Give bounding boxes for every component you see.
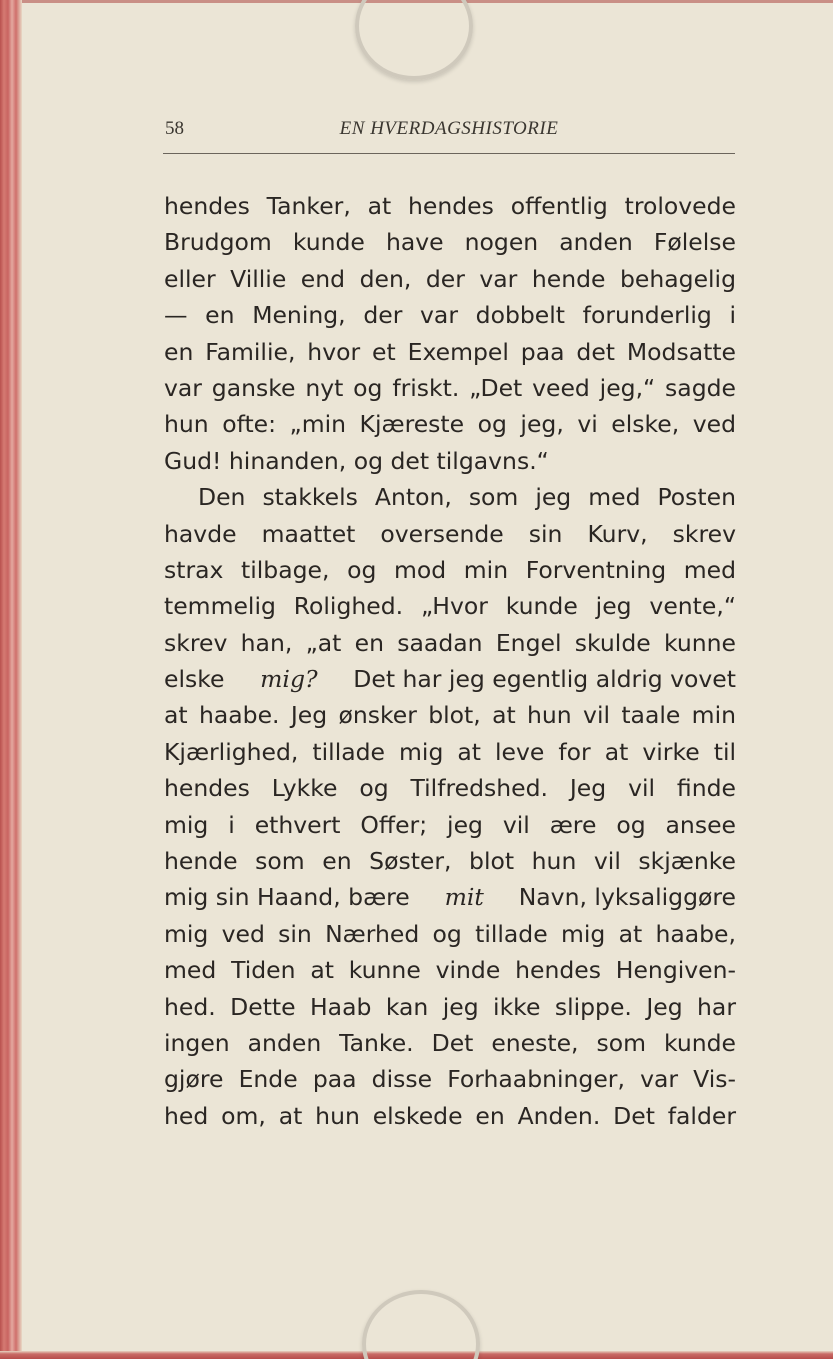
text-line: temmelig Rolighed. „Hvor kunde jeg vente,“ (164, 592, 736, 621)
top-page-clip (355, 0, 473, 80)
text-line: eller Villie end den, der var hende behagelig (164, 264, 736, 293)
text-line: mig ved sin Nærhed og tillade mig at haabe, (164, 919, 736, 948)
text-line: hed. Dette Haab kan jeg ikke slippe. Jeg har (164, 992, 736, 1021)
text-line: en Familie, hvor et Exempel paa det Modsatte (164, 337, 736, 366)
text-segment: Navn, lyksaliggøre (518, 883, 736, 912)
text-line: strax tilbage, og mod min Forventning med (164, 555, 736, 584)
text-segment: elske (164, 665, 225, 694)
text-line: havde maattet oversende sin Kurv, skrev (164, 519, 736, 548)
text-line: skrev han, „at en saadan Engel skulde kunne (164, 628, 736, 657)
page-number: 58 (165, 118, 184, 139)
text-line: Gud! hinanden, og det tilgavns.“ (164, 446, 549, 475)
text-line: hendes Tanker, at hendes offentlig trolovede (164, 192, 736, 220)
text-line: Brudgom kunde have nogen anden Følelse (164, 228, 736, 257)
running-title: EN HVERDAGSHISTORIE (339, 118, 559, 139)
text-line: hun ofte: „min Kjæreste og jeg, vi elske, ved (164, 410, 736, 439)
text-line (164, 879, 736, 915)
italic-word: mig? (260, 665, 318, 694)
text-line: gjøre Ende paa disse Forhaabninger, var Vis- (164, 1065, 736, 1094)
text-line: hendes Lykke og Tilfredshed. Jeg vil finde (164, 774, 736, 803)
text-line: hed om, at hun elskede en Anden. Det falder (164, 1101, 736, 1130)
italic-word: mit (444, 883, 484, 912)
text-line: — en Mening, der var dobbelt forunderlig i (164, 301, 736, 330)
text-line: var ganske nyt og friskt. „Det veed jeg,“ sagde (164, 373, 736, 402)
body-text (164, 188, 736, 1134)
text-segment: Det har jeg egentlig aldrig vovet (353, 665, 736, 694)
text-line: med Tiden at kunne vinde hendes Hengiven- (164, 956, 736, 985)
text-segment: mig sin Haand, bære (164, 883, 410, 912)
text-line: mig i ethvert Offer; jeg vil ære og ansee (164, 810, 736, 839)
page-header (163, 118, 735, 148)
bottom-page-clip (362, 1290, 480, 1359)
text-line: Den stakkels Anton, som jeg med Posten (198, 483, 736, 512)
page-left-edge (0, 0, 22, 1359)
text-line: at haabe. Jeg ønsker blot, at hun vil taale min (164, 701, 736, 730)
text-line: ingen anden Tanke. Det eneste, som kunde (164, 1028, 736, 1057)
text-line (164, 661, 736, 697)
header-rule (163, 153, 735, 154)
text-line: Kjærlighed, tillade mig at leve for at virke til (164, 737, 736, 766)
text-line: hende som en Søster, blot hun vil skjænke (164, 847, 736, 876)
